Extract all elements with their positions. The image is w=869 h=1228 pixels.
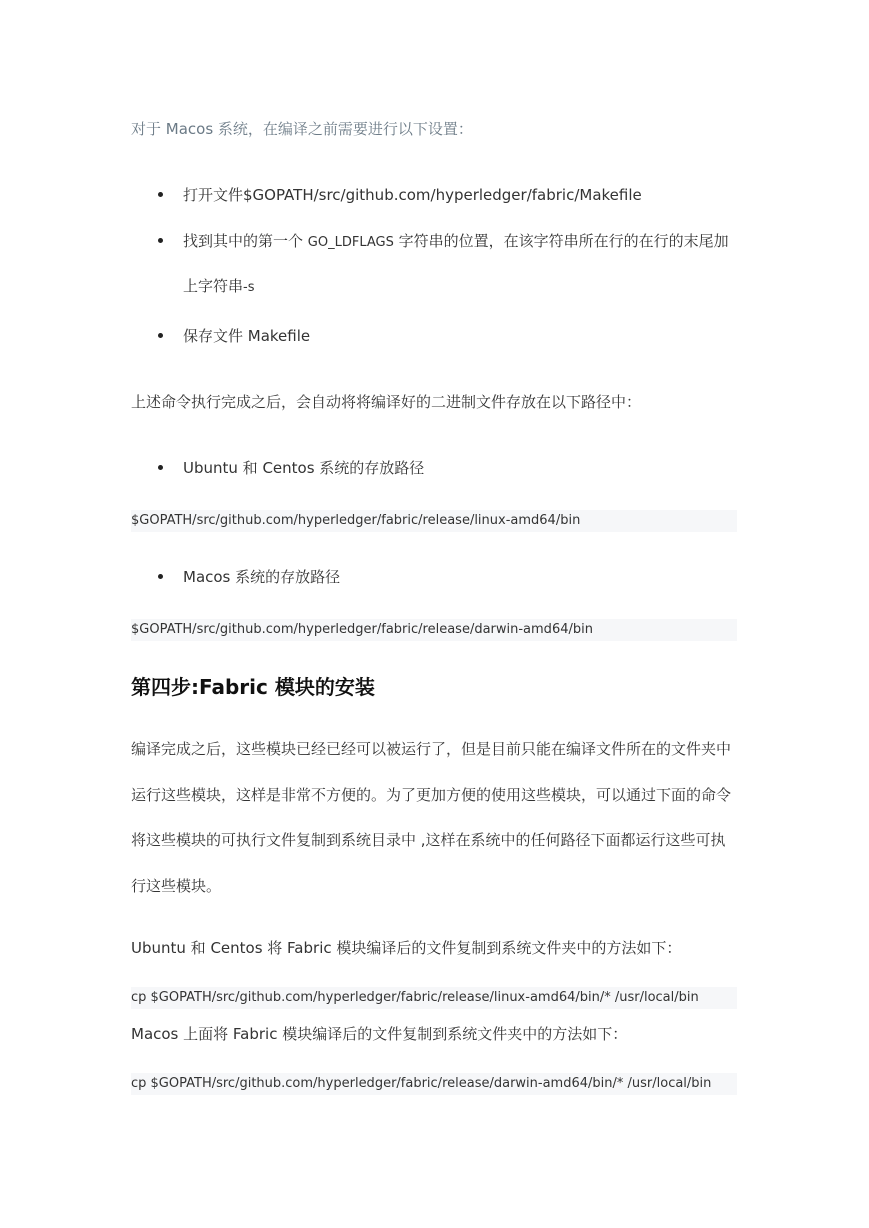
list-item [183, 230, 729, 251]
ubuntu-copy-code-block: cp $GOPATH/src/github.com/hyperledger/fabric/release/linux-amd64/bin/* /usr/local/bin [131, 987, 737, 1009]
paragraph-line: 将这些模块的可执行文件复制到系统目录中 ,这样在系统中的任何路径下面都运行这些可执 [131, 831, 726, 849]
after-build-paragraph: 上述命令执行完成之后，会自动将将编译好的二进制文件存放在以下路径中： [131, 393, 642, 411]
section-heading: 第四步:Fabric 模块的安装 [131, 675, 375, 699]
list-item-text: 字符串的位置，在该字符串所在行的在行的末尾加 [398, 232, 729, 250]
list-item: 打开文件$GOPATH/src/github.com/hyperledger/fabric/Makefile [183, 186, 642, 204]
ubuntu-path-code-block: $GOPATH/src/github.com/hyperledger/fabric/release/linux-amd64/bin [131, 510, 737, 532]
paragraph-line: 编译完成之后，这些模块已经已经可以被运行了，但是目前只能在编译文件所在的文件夹中 [131, 740, 732, 758]
list-item-text: 找到其中的第一个 [183, 232, 304, 250]
list-item: Macos 系统的存放路径 [183, 568, 341, 586]
paragraph-line: 行这些模块。 [131, 877, 222, 895]
paragraph-line: 运行这些模块，这样是非常不方便的。为了更加方便的使用这些模块，可以通过下面的命令 [131, 786, 732, 804]
list-item: 保存文件 Makefile [183, 327, 311, 345]
inline-code: GO_LDFLAGS [307, 235, 394, 250]
list-item-continuation [183, 275, 254, 296]
inline-code: -s [243, 280, 255, 295]
list-item: Ubuntu 和 Centos 系统的存放路径 [183, 459, 425, 477]
intro-paragraph: 对于 Macos 系统，在编译之前需要进行以下设置： [131, 120, 473, 138]
list-item-text: 上字符串 [183, 277, 244, 295]
macos-path-code-block: $GOPATH/src/github.com/hyperledger/fabric/release/darwin-amd64/bin [131, 619, 737, 641]
macos-copy-code-block: cp $GOPATH/src/github.com/hyperledger/fabric/release/darwin-amd64/bin/* /usr/local/bin [131, 1073, 737, 1095]
macos-copy-label: Macos 上面将 Fabric 模块编译后的文件复制到系统文件夹中的方法如下： [131, 1025, 628, 1043]
ubuntu-copy-label: Ubuntu 和 Centos 将 Fabric 模块编译后的文件复制到系统文件夹中的方法如下： [131, 939, 682, 957]
